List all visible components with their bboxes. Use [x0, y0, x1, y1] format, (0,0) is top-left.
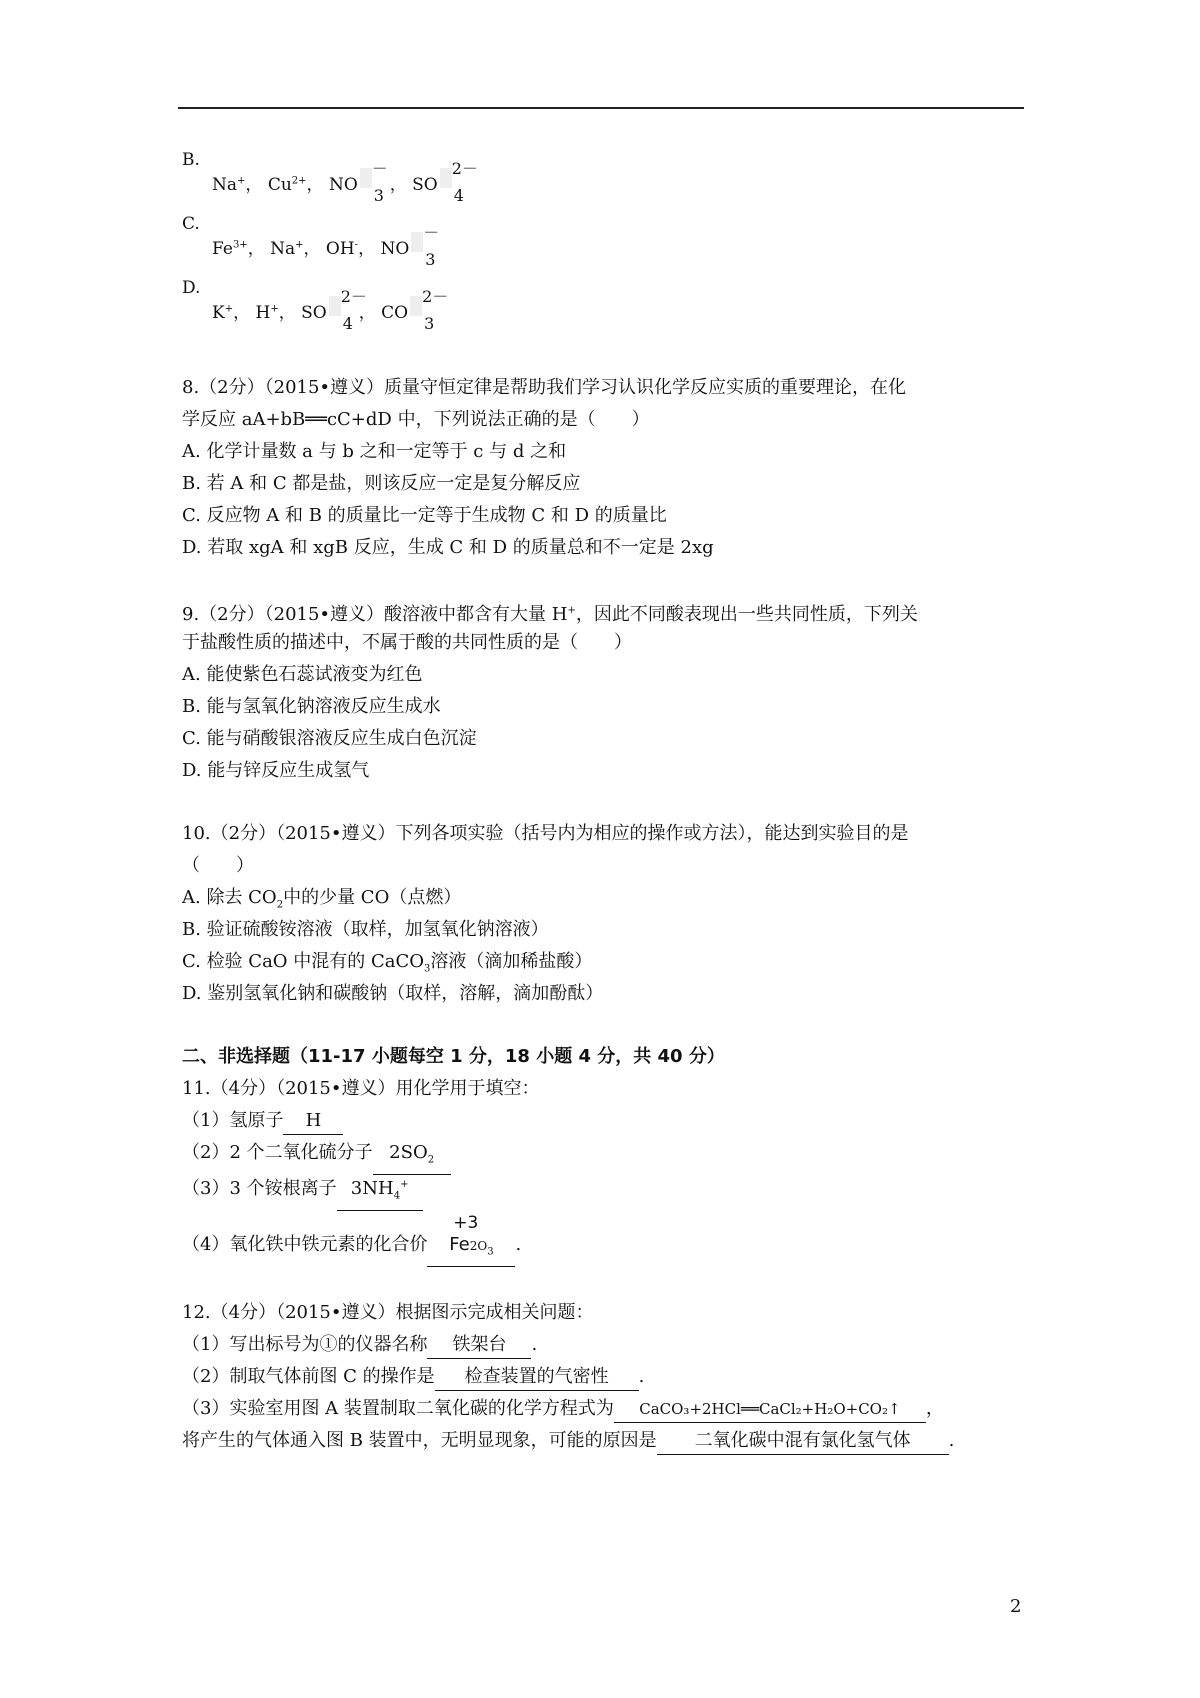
- q11-item-4: （4）氧化铁中铁元素的化合价 +3 $Fe2O_3$ .: [182, 1232, 521, 1267]
- q10-stem-line1: 10.（2分）（2015•遵义）下列各项实验（括号内为相应的操作或方法），能达到实验目的是: [182, 823, 909, 844]
- ion-list: Na+， $Cu^{2+}$， NO － 3 ， SO 2－ 4: [212, 159, 478, 205]
- answer-blank: +3 $Fe2O_3$: [427, 1232, 515, 1267]
- q8-stem-line2: 学反应 aA+bB══cC+dD 中，下列说法正确的是（ ）: [182, 409, 650, 430]
- header-rule: [178, 107, 1024, 109]
- q10-option-a: A. 除去 $CO_2$中的少量 CO（点燃）: [182, 887, 462, 911]
- q11-item-2: （2）2 个二氧化硫分子 $2SO_2$: [182, 1140, 451, 1175]
- q12-item-1: （1）写出标号为①的仪器名称 铁架台 .: [182, 1332, 537, 1359]
- answer-blank: $3NH_4^+$: [337, 1172, 423, 1211]
- q8-option-d: D. 若取 xgA 和 xgB 反应，生成 C 和 D 的质量总和不一定是 2xg: [182, 537, 714, 558]
- q8-stem-line1: 8.（2分）（2015•遵义）质量守恒定律是帮助我们学习认识化学反应实质的重要理论，在化: [182, 377, 907, 398]
- q8-option-b: B. 若 A 和 C 都是盐，则该反应一定是复分解反应: [182, 473, 581, 494]
- q12-item-3: （3）实验室用图 A 装置制取二氧化碳的化学方程式为 CaCO₃+2HCl══CaCl₂+H₂O+CO₂↑ ，: [182, 1396, 944, 1423]
- section-heading: 二、非选择题（11-17 小题每空 1 分，18 小题 4 分，共 40 分）: [182, 1046, 725, 1067]
- q9-option-d: D. 能与锌反应生成氢气: [182, 760, 370, 781]
- option-letter: D.: [182, 278, 201, 298]
- q10-option-d: D. 鉴别氢氧化钠和碳酸钠（取样，溶解，滴加酚酞）: [182, 983, 604, 1004]
- q11-item-1: （1）氢原子 H: [182, 1108, 343, 1135]
- q12-item-4: 将产生的气体通入图 B 装置中，无明显现象，可能的原因是 二氧化碳中混有氯化氢气体 .: [182, 1428, 954, 1455]
- answer-blank: CaCO₃+2HCl══CaCl₂+H₂O+CO₂↑: [614, 1396, 926, 1423]
- page-number: 2: [1010, 1596, 1022, 1617]
- answer-blank: H: [283, 1108, 343, 1135]
- option-letter: C.: [182, 214, 200, 234]
- q9-stem-line1: 9.（2分）（2015•遵义）酸溶液中都含有大量 H+，因此不同酸表现出一些共同性质，下列关: [182, 604, 918, 625]
- q9-option-b: B. 能与氢氧化钠溶液反应生成水: [182, 696, 441, 717]
- answer-blank: 检查装置的气密性: [435, 1364, 639, 1391]
- option-letter: B.: [182, 150, 200, 170]
- q8-option-c: C. 反应物 A 和 B 的质量比一定等于生成物 C 和 D 的质量比: [182, 505, 667, 526]
- answer-blank: 铁架台: [427, 1332, 531, 1359]
- q9-stem-line2: 于盐酸性质的描述中，不属于酸的共同性质的是（ ）: [182, 632, 632, 653]
- q9-option-a: A. 能使紫色石蕊试液变为红色: [182, 664, 423, 685]
- ion-list: $Fe^{3+}$， Na+， OH-， NO － 3: [212, 223, 440, 269]
- answer-blank: 二氧化碳中混有氯化氢气体: [657, 1428, 949, 1455]
- q11-title: 11.（4分）（2015•遵义）用化学用于填空：: [182, 1078, 540, 1099]
- q12-item-2: （2）制取气体前图 C 的操作是 检查装置的气密性 .: [182, 1364, 644, 1391]
- q10-stem-line2: （ ）: [182, 855, 254, 876]
- q11-item-3: （3）3 个铵根离子 $3NH_4^+$: [182, 1172, 423, 1211]
- q9-option-c: C. 能与硝酸银溶液反应生成白色沉淀: [182, 728, 477, 749]
- ion-list: K+， H+， SO 2－ 4 ， CO 2－ 3: [212, 287, 449, 333]
- q10-option-c: C. 检验 CaO 中混有的 CaCO$_3$溶液（滴加稀盐酸）: [182, 951, 593, 975]
- answer-blank: $2SO_2$: [373, 1140, 451, 1175]
- q10-option-b: B. 验证硫酸铵溶液（取样，加氢氧化钠溶液）: [182, 919, 549, 940]
- q8-option-a: A. 化学计量数 a 与 b 之和一定等于 c 与 d 之和: [182, 441, 567, 462]
- q12-title: 12.（4分）（2015•遵义）根据图示完成相关问题：: [182, 1302, 594, 1323]
